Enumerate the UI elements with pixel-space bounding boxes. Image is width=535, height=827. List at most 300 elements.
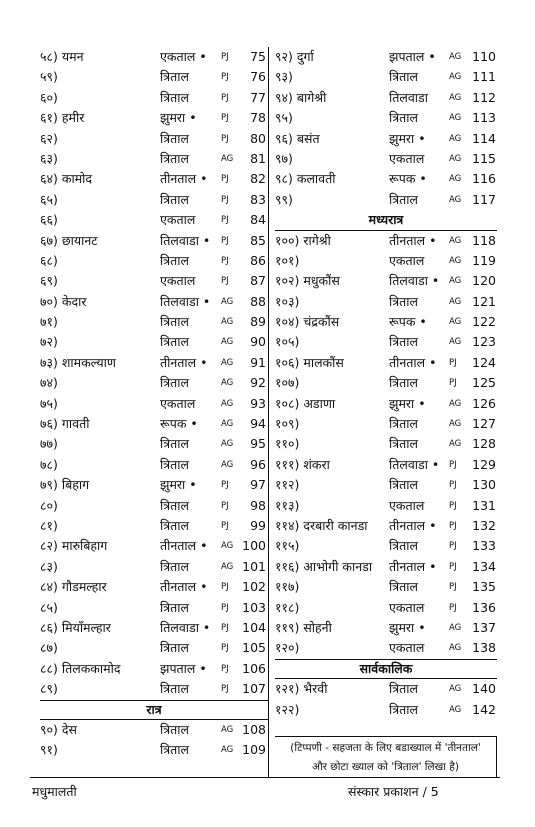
artist-code: PJ (221, 215, 229, 226)
artist-code: PJ (221, 520, 229, 531)
raag-name: ९१) (40, 742, 58, 758)
raag-name: १०८) अडाणा (275, 395, 336, 411)
index-row (40, 536, 268, 556)
index-row (275, 67, 497, 87)
artist-code: AG (221, 378, 234, 389)
taal-label: त्रिताल (160, 375, 189, 391)
taal-label: तिलवाडा • (160, 232, 211, 248)
artist-code: PJ (449, 500, 457, 511)
artist-code: AG (449, 276, 462, 287)
artist-code: PJ (221, 113, 229, 124)
taal-label: त्रिताल (160, 130, 189, 146)
artist-code: PJ (449, 480, 457, 491)
taal-label: रूपक • (389, 171, 427, 187)
artist-code: AG (221, 745, 234, 756)
page-number: 98 (250, 497, 266, 513)
raag-name: ११४) दरबारी कानडा (275, 517, 368, 533)
page-number: 101 (242, 558, 266, 574)
page-number: 140 (472, 681, 496, 697)
page-number: 108 (242, 721, 266, 737)
index-row (275, 496, 497, 516)
raag-name: १०५) (275, 334, 300, 350)
artist-code: PJ (449, 561, 457, 572)
artist-code: AG (221, 296, 234, 307)
page-number: 104 (242, 619, 266, 635)
index-row (275, 475, 497, 495)
index-row (275, 577, 497, 597)
page-number: 83 (250, 191, 266, 207)
raag-name: ९९) (275, 191, 293, 207)
footer-book-title: मधुमालती (32, 784, 77, 799)
index-row (40, 47, 268, 67)
raag-name: ११५) (275, 538, 300, 554)
index-row (40, 210, 268, 230)
taal-label: झपताल • (389, 49, 436, 64)
artist-code: PJ (221, 622, 229, 633)
artist-code: PJ (449, 378, 457, 389)
index-row (40, 679, 268, 699)
raag-name: ७९) बिहाग (40, 477, 90, 493)
taal-label: त्रिताल (160, 640, 189, 656)
taal-label: तीनताल • (160, 579, 208, 595)
artist-code: AG (449, 235, 462, 246)
raag-name: ७८) (40, 456, 58, 472)
raag-name: १२०) (275, 640, 300, 656)
index-row (275, 414, 497, 434)
page-number: 110 (472, 49, 496, 64)
page-number: 90 (250, 334, 266, 350)
raag-name: ७०) केदार (40, 293, 87, 309)
taal-label: झुमरा • (389, 395, 426, 411)
footer-publisher-page: संस्कार प्रकाशन / 5 (348, 784, 439, 799)
artist-code: PJ (221, 500, 229, 511)
artist-code: PJ (221, 480, 229, 491)
artist-code: AG (449, 296, 462, 307)
section-heading-text: रात्र (146, 701, 162, 717)
page-number: 135 (472, 579, 496, 595)
index-row (275, 455, 497, 475)
taal-label: त्रिताल (389, 477, 418, 493)
artist-code: AG (221, 419, 234, 430)
raag-name: ९७) (275, 150, 293, 166)
taal-label: एकताल (160, 395, 196, 411)
page-number: 137 (472, 619, 496, 635)
footer-rule (30, 777, 500, 778)
index-row (40, 190, 268, 210)
taal-label: तीनताल • (389, 558, 437, 574)
page-number: 100 (242, 538, 266, 554)
taal-label: तीनताल • (389, 517, 437, 533)
page-number: 113 (472, 110, 496, 126)
artist-code: AG (221, 439, 234, 450)
page-number: 123 (472, 334, 496, 350)
raag-name: ८८) तिलककामोद (40, 660, 121, 676)
index-row (275, 169, 497, 189)
raag-name: ८९) (40, 681, 58, 697)
taal-label: त्रिताल (389, 701, 418, 717)
page-number: 102 (242, 579, 266, 595)
page-number: 132 (472, 517, 496, 533)
section-heading-ratra (40, 700, 268, 720)
index-row (275, 679, 497, 699)
raag-name: १०४) चंद्रकौंस (275, 314, 340, 330)
taal-label: तिलवाडा • (160, 293, 211, 309)
raag-name: ११०) (275, 436, 300, 452)
taal-label: त्रिताल (389, 293, 418, 309)
page-number: 75 (250, 49, 266, 64)
index-row (40, 129, 268, 149)
index-row (40, 475, 268, 495)
raag-name: ९४) बागेश्री (275, 89, 327, 105)
artist-code: PJ (449, 520, 457, 531)
taal-label: त्रिताल (160, 681, 189, 697)
artist-code: PJ (221, 643, 229, 654)
taal-label: त्रिताल (389, 375, 418, 391)
taal-label: झुमरा • (160, 110, 197, 126)
page-number: 103 (242, 599, 266, 615)
page-number: 94 (250, 416, 266, 432)
raag-name: १०६) मालकौंस (275, 354, 344, 370)
taal-label: झुमरा • (389, 619, 426, 635)
artist-code: PJ (221, 684, 229, 695)
artist-code: PJ (449, 357, 457, 368)
page-number: 109 (242, 742, 266, 758)
index-row (40, 618, 268, 638)
artist-code: AG (449, 439, 462, 450)
taal-label: तीनताल • (160, 354, 208, 370)
raag-name: ८४) गौडमल्हार (40, 579, 107, 595)
index-row (40, 231, 268, 251)
page-number: 136 (472, 599, 496, 615)
page-number: 138 (472, 640, 496, 656)
artist-code: AG (221, 459, 234, 470)
raag-name: ८२) मारुबिहाग (40, 538, 108, 554)
page-number: 88 (250, 293, 266, 309)
taal-label: रूपक • (160, 416, 198, 432)
section-heading-text: सार्वकालिक (359, 660, 413, 676)
column-divider (268, 47, 269, 777)
taal-label: एकताल (160, 212, 196, 228)
artist-code: AG (449, 92, 462, 103)
page-number: 120 (472, 273, 496, 289)
raag-name: ७२) (40, 334, 58, 350)
page-number: 86 (250, 252, 266, 268)
index-row (40, 394, 268, 414)
index-row (275, 271, 497, 291)
index-row (40, 496, 268, 516)
taal-label: त्रिताल (160, 89, 189, 105)
artist-code: PJ (221, 602, 229, 613)
index-row (40, 434, 268, 454)
taal-label: तीनताल • (160, 538, 208, 554)
raag-name: १२१) भैरवी (275, 681, 328, 697)
raag-name: ८५) (40, 599, 58, 615)
index-row (275, 618, 497, 638)
raag-name: ११२) (275, 477, 300, 493)
index-row (40, 455, 268, 475)
page-number: 128 (472, 436, 496, 452)
index-row (275, 332, 497, 352)
artist-code: AG (449, 194, 462, 205)
taal-label: त्रिताल (160, 456, 189, 472)
raag-name: ६१) हमीर (40, 110, 85, 126)
section-heading-sarvakalik (275, 659, 497, 679)
taal-label: तिलवाडा (389, 89, 428, 105)
raag-name: ११९) सोहनी (275, 619, 332, 635)
raag-name: ६८) (40, 252, 58, 268)
taal-label: एकताल (160, 273, 196, 289)
taal-label: त्रिताल (389, 110, 418, 126)
taal-label: त्रिताल (160, 191, 189, 207)
taal-label: एकताल (389, 640, 425, 656)
taal-label: त्रिताल (389, 191, 418, 207)
taal-label: तीनताल • (160, 171, 208, 187)
raag-name: ७१) (40, 314, 58, 330)
artist-code: PJ (221, 235, 229, 246)
artist-code: AG (449, 133, 462, 144)
taal-label: त्रिताल (160, 436, 189, 452)
taal-label: त्रिताल (389, 416, 418, 432)
taal-label: त्रिताल (160, 558, 189, 574)
artist-code: PJ (221, 92, 229, 103)
page-number: 93 (250, 395, 266, 411)
artist-code: PJ (221, 255, 229, 266)
taal-label: तीनताल • (389, 354, 437, 370)
page-number: 126 (472, 395, 496, 411)
note-line-2: और छोटा ख्याल को 'त्रिताल' लिखा है) (312, 761, 459, 773)
index-row (40, 292, 268, 312)
index-row (40, 149, 268, 169)
raag-name: ६५) (40, 191, 58, 207)
index-row (275, 516, 497, 536)
raag-name: ७३) शामकल्याण (40, 354, 116, 370)
artist-code: PJ (221, 663, 229, 674)
taal-label: त्रिताल (160, 742, 189, 758)
artist-code: AG (449, 317, 462, 328)
taal-label: त्रिताल (389, 436, 418, 452)
page-number: 78 (250, 110, 266, 126)
artist-code: AG (449, 153, 462, 164)
index-row (40, 332, 268, 352)
page-number: 133 (472, 538, 496, 554)
page-number: 125 (472, 375, 496, 391)
left-column (40, 47, 268, 761)
raag-name: ७५) (40, 395, 58, 411)
section-heading-madhyaratra (275, 210, 497, 230)
raag-name: ७६) गावती (40, 416, 90, 432)
page-number: 118 (472, 232, 496, 248)
index-row (275, 638, 497, 658)
taal-label: त्रिताल (160, 69, 189, 85)
index-row (275, 353, 497, 373)
raag-name: ११३) (275, 497, 300, 513)
taal-label: तिलवाडा • (389, 456, 440, 472)
page-number: 127 (472, 416, 496, 432)
artist-code: AG (449, 72, 462, 83)
index-row (40, 108, 268, 128)
page-number: 76 (250, 69, 266, 85)
index-row (40, 251, 268, 271)
raag-name: ५९) (40, 69, 58, 85)
taal-label: त्रिताल (389, 69, 418, 85)
raag-name: १०१) (275, 252, 300, 268)
artist-code: AG (221, 561, 234, 572)
raag-name: ८६) मियाँमल्हार (40, 619, 111, 635)
note-line-1: (टिप्पणी - सहजता के लिए बडाख्याल में 'तीनताल' (290, 742, 481, 754)
section-heading-text: मध्यरात्र (368, 212, 404, 228)
taal-label: त्रिताल (389, 334, 418, 350)
artist-code: PJ (221, 174, 229, 185)
page-number: 77 (250, 89, 266, 105)
artist-code: PJ (221, 582, 229, 593)
taal-label: एकताल (389, 497, 425, 513)
index-row (40, 598, 268, 618)
raag-name: ८३) (40, 558, 58, 574)
taal-label: तिलवाडा • (389, 273, 440, 289)
raag-name: ८०) (40, 497, 58, 513)
artist-code: PJ (449, 582, 457, 593)
index-row (40, 373, 268, 393)
raag-name: ११७) (275, 579, 300, 595)
raag-name: ८७) (40, 640, 58, 656)
page-number: 106 (242, 660, 266, 676)
artist-code: AG (221, 337, 234, 348)
index-row (275, 700, 497, 720)
page-number: 112 (472, 89, 496, 105)
index-row (275, 47, 497, 67)
page-number: 99 (250, 517, 266, 533)
taal-label: त्रिताल (160, 150, 189, 166)
raag-name: ९६) बसंत (275, 130, 320, 146)
raag-name: ९८) कलावती (275, 171, 336, 187)
index-row (40, 67, 268, 87)
taal-label: झुमरा • (389, 130, 426, 146)
artist-code: AG (449, 337, 462, 348)
page-number: 115 (472, 150, 496, 166)
page-number: 117 (472, 191, 496, 207)
artist-code: AG (449, 398, 462, 409)
artist-code: PJ (221, 133, 229, 144)
page-number: 96 (250, 456, 266, 472)
page-number: 111 (472, 69, 496, 85)
page-number: 130 (472, 477, 496, 493)
index-row (40, 169, 268, 189)
artist-code: AG (221, 724, 234, 735)
index-row (40, 271, 268, 291)
artist-code: PJ (221, 276, 229, 287)
artist-code: PJ (221, 194, 229, 205)
raag-name: १०९) (275, 416, 300, 432)
artist-code: AG (449, 704, 462, 715)
taal-label: त्रिताल (389, 538, 418, 554)
index-row (275, 129, 497, 149)
taal-label: त्रिताल (389, 681, 418, 697)
page-number: 85 (250, 232, 266, 248)
page-number: 124 (472, 354, 496, 370)
taal-label: तिलवाडा • (160, 619, 211, 635)
raag-name: ७४) (40, 375, 58, 391)
taal-label: त्रिताल (160, 497, 189, 513)
artist-code: PJ (449, 602, 457, 613)
page-number: 105 (242, 640, 266, 656)
taal-label: तीनताल • (389, 232, 437, 248)
taal-label: एकताल (389, 599, 425, 615)
artist-code: PJ (221, 72, 229, 83)
section-rule (40, 700, 268, 701)
raag-name: १११) शंकरा (275, 456, 330, 472)
artist-code: AG (449, 174, 462, 185)
index-row (275, 108, 497, 128)
raag-name: ११६) आभोगी कानडा (275, 558, 373, 574)
page-number: 114 (472, 130, 496, 146)
raag-name: ७७) (40, 436, 58, 452)
raag-name: ८१) (40, 517, 58, 533)
artist-code: PJ (449, 541, 457, 552)
artist-code: PJ (221, 52, 229, 62)
index-row (275, 292, 497, 312)
index-row (275, 190, 497, 210)
raag-name: ६३) (40, 150, 58, 166)
raag-name: ६२) (40, 130, 58, 146)
artist-code: AG (221, 153, 234, 164)
artist-code: AG (221, 357, 234, 368)
page-number: 95 (250, 436, 266, 452)
index-row (40, 577, 268, 597)
page-number: 92 (250, 375, 266, 391)
page-number: 87 (250, 273, 266, 289)
raag-name: ९२) दुर्गा (275, 49, 314, 64)
artist-code: AG (449, 419, 462, 430)
raag-name: ५८) यमन (40, 49, 84, 64)
taal-label: त्रिताल (389, 579, 418, 595)
index-row (275, 557, 497, 577)
taal-label: त्रिताल (160, 252, 189, 268)
raag-name: ९५) (275, 110, 293, 126)
raag-name: ६६) (40, 212, 58, 228)
page-number: 121 (472, 293, 496, 309)
index-row (40, 88, 268, 108)
artist-code: PJ (449, 459, 457, 470)
index-row (40, 659, 268, 679)
index-row (40, 720, 268, 740)
artist-code: AG (221, 398, 234, 409)
page-number: 116 (472, 171, 496, 187)
raag-name: ६९) (40, 273, 58, 289)
index-row (275, 434, 497, 454)
page-number: 91 (250, 354, 266, 370)
taal-label: रूपक • (389, 314, 427, 330)
taal-label: त्रिताल (160, 517, 189, 533)
raag-name: १०२) मधुकौंस (275, 273, 340, 289)
page-number: 134 (472, 558, 496, 574)
section-rule (275, 659, 497, 660)
raag-name: ११८) (275, 599, 300, 615)
page-number: 97 (250, 477, 266, 493)
artist-code: AG (449, 113, 462, 124)
note-box (275, 736, 497, 778)
taal-label: एकताल (389, 150, 425, 166)
artist-code: AG (449, 255, 462, 266)
index-row (275, 598, 497, 618)
page-number: 129 (472, 456, 496, 472)
raag-name: १२२) (275, 701, 300, 717)
page-number: 80 (250, 130, 266, 146)
artist-code: AG (449, 684, 462, 695)
page-number: 82 (250, 171, 266, 187)
index-row (275, 312, 497, 332)
raag-name: १०३) (275, 293, 300, 309)
index-row (275, 149, 497, 169)
